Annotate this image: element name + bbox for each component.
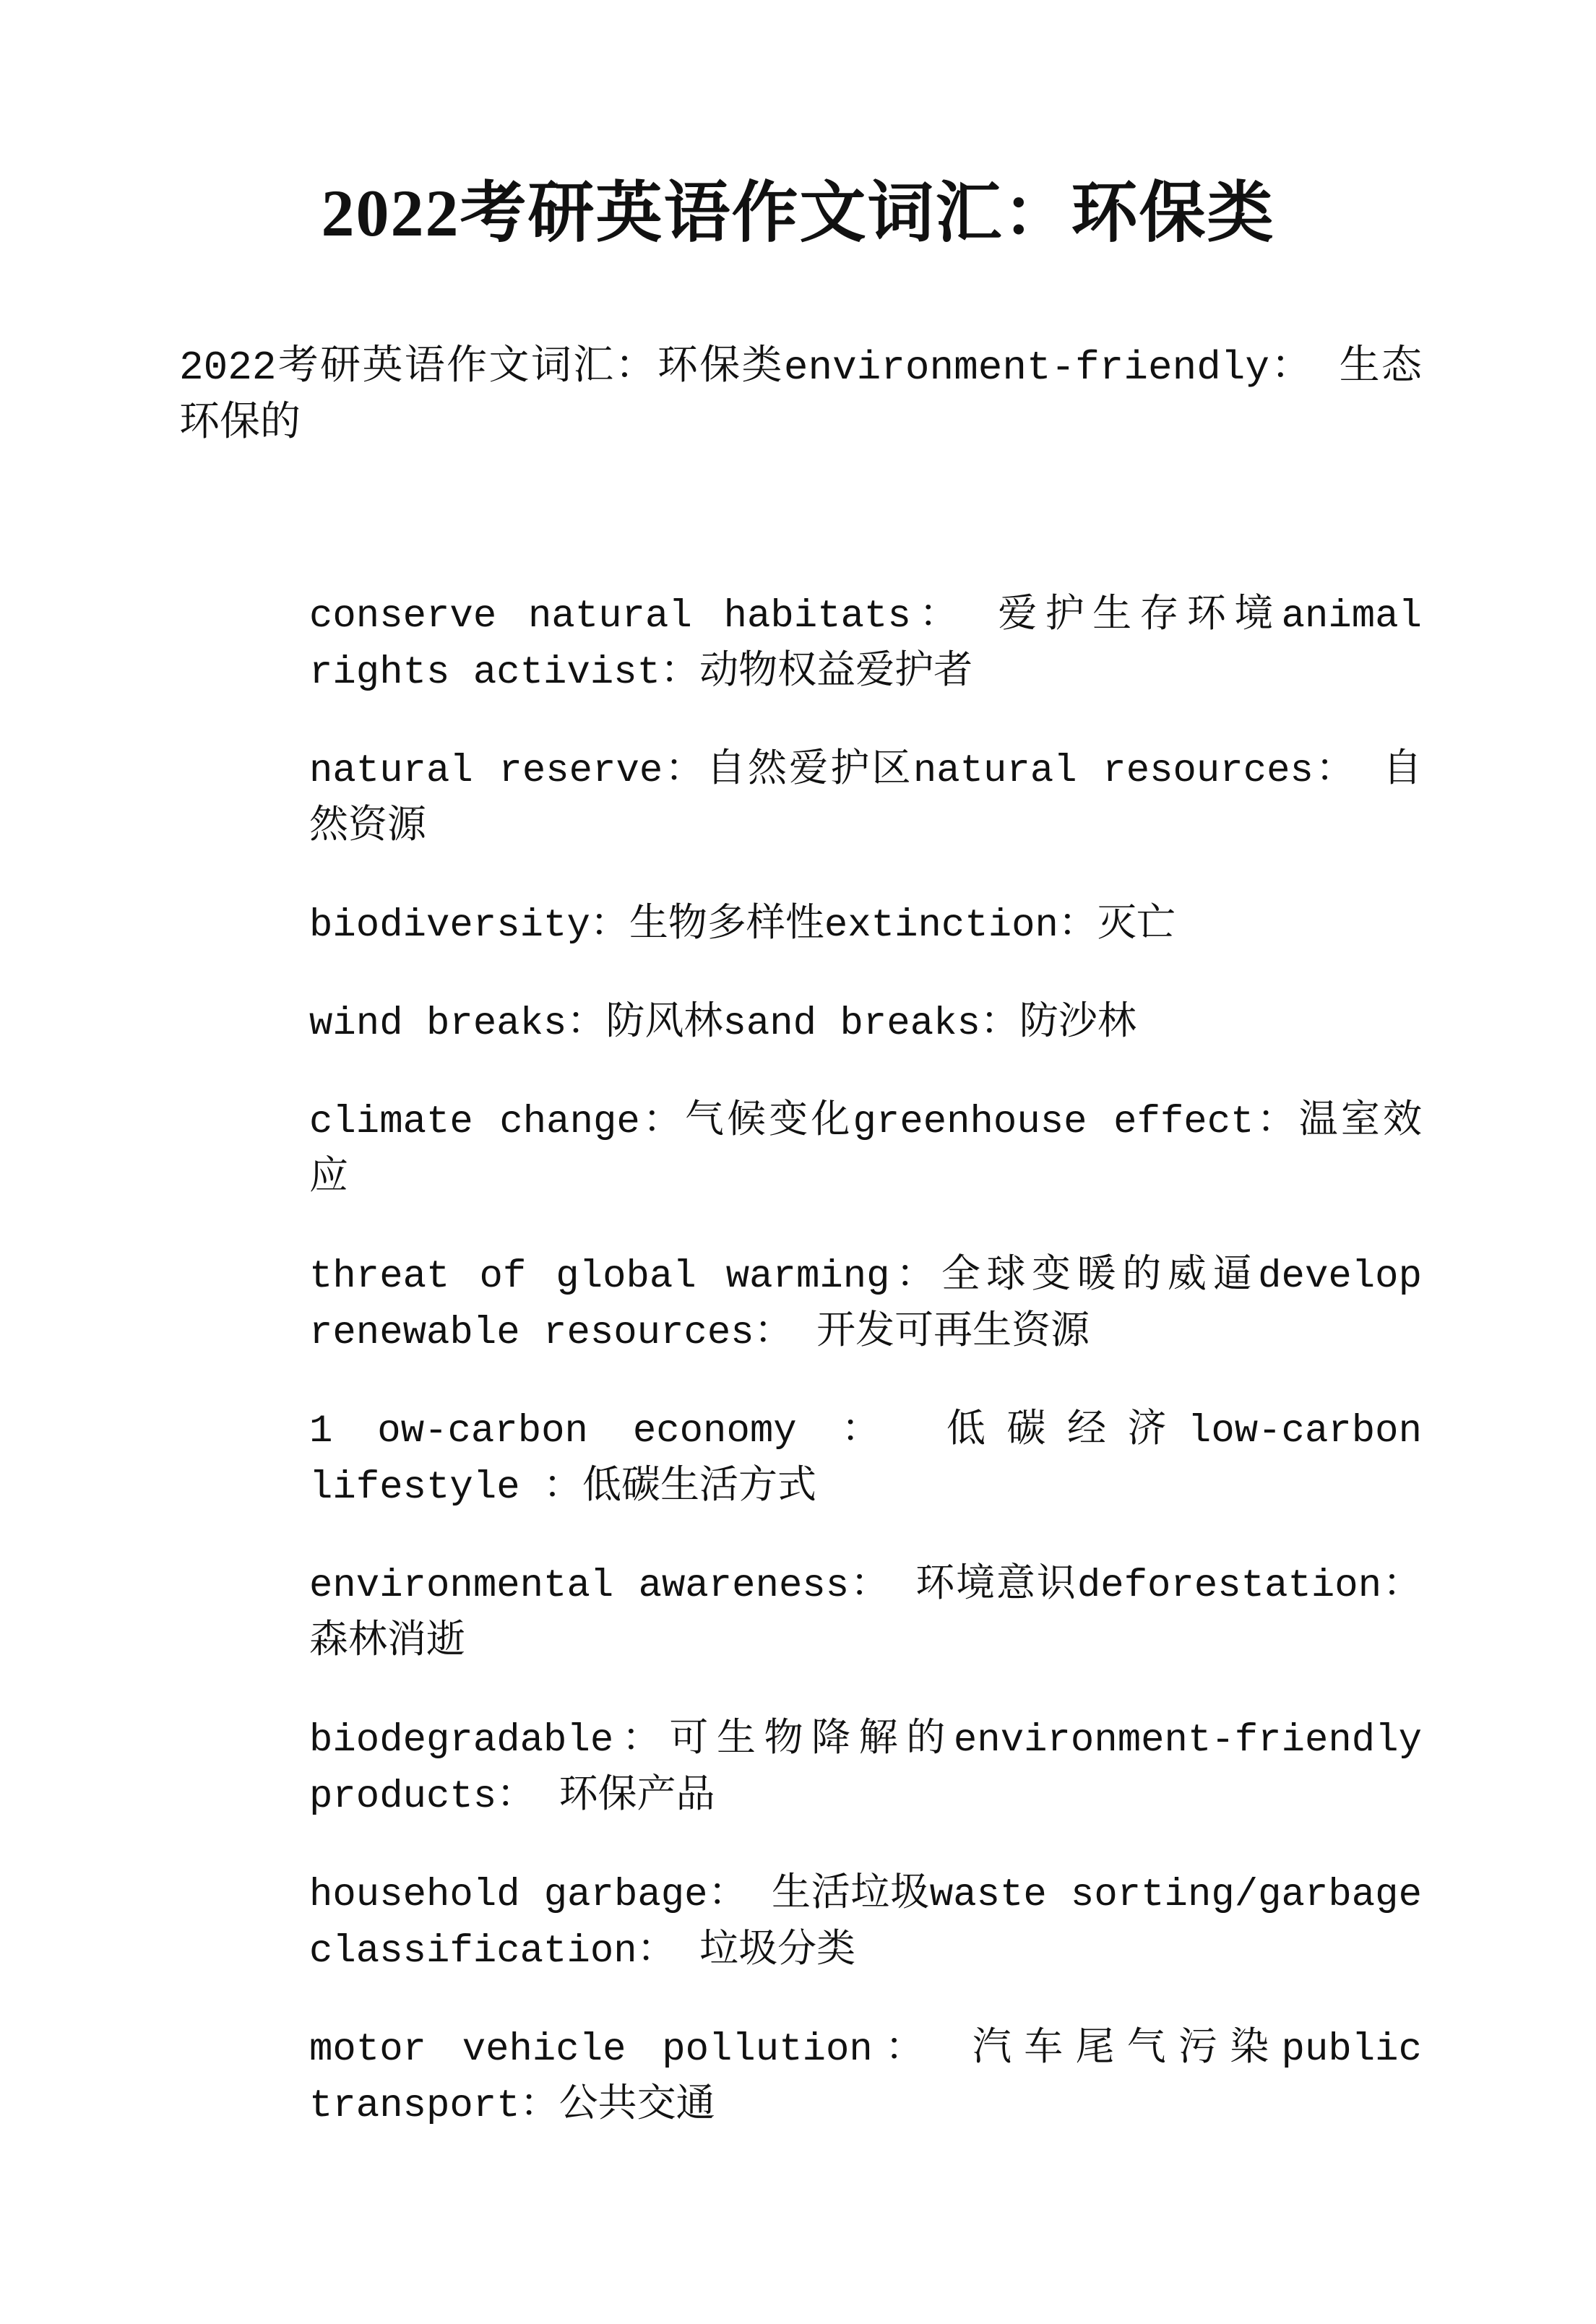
vocabulary-entry: biodegradable：可生物降解的environment-friendly products： 环保产品: [309, 1719, 1422, 1819]
vocabulary-entry: wind breaks：防风林sand breaks：防沙林: [309, 1002, 1136, 1046]
vocabulary-entry: biodiversity：生物多样性extinction：灭亡: [309, 904, 1176, 948]
vocabulary-entry: household garbage： 生活垃圾waste sorting/garbage classification： 垃圾分类: [309, 1873, 1422, 1974]
document-title: 2022考研英语作文词汇：环保类: [321, 176, 1275, 250]
vocabulary-entry: motor vehicle pollution： 汽车尾气污染public transport：公共交通: [309, 2028, 1422, 2128]
vocabulary-entry: environmental awareness： 环境意识deforestation：森林消逝: [309, 1564, 1422, 1664]
intro-paragraph: 2022考研英语作文词汇：环保类environment-friendly： 生态环保的: [179, 345, 1422, 447]
vocabulary-entry: 1 ow-carbon economy ： 低碳经济low-carbon lifestyle ：低碳生活方式: [309, 1409, 1422, 1510]
vocabulary-entry: conserve natural habitats： 爱护生存环境animal rights activist：动物权益爱护者: [309, 595, 1422, 695]
vocabulary-entry: threat of global warming：全球变暖的威逼develop renewable resources： 开发可再生资源: [309, 1255, 1422, 1355]
vocabulary-entry: climate change：气候变化greenhouse effect：温室效应: [309, 1100, 1422, 1201]
vocabulary-list: [309, 589, 1422, 2177]
vocabulary-entry: natural reserve：自然爱护区natural resources： 自然资源: [309, 749, 1422, 850]
